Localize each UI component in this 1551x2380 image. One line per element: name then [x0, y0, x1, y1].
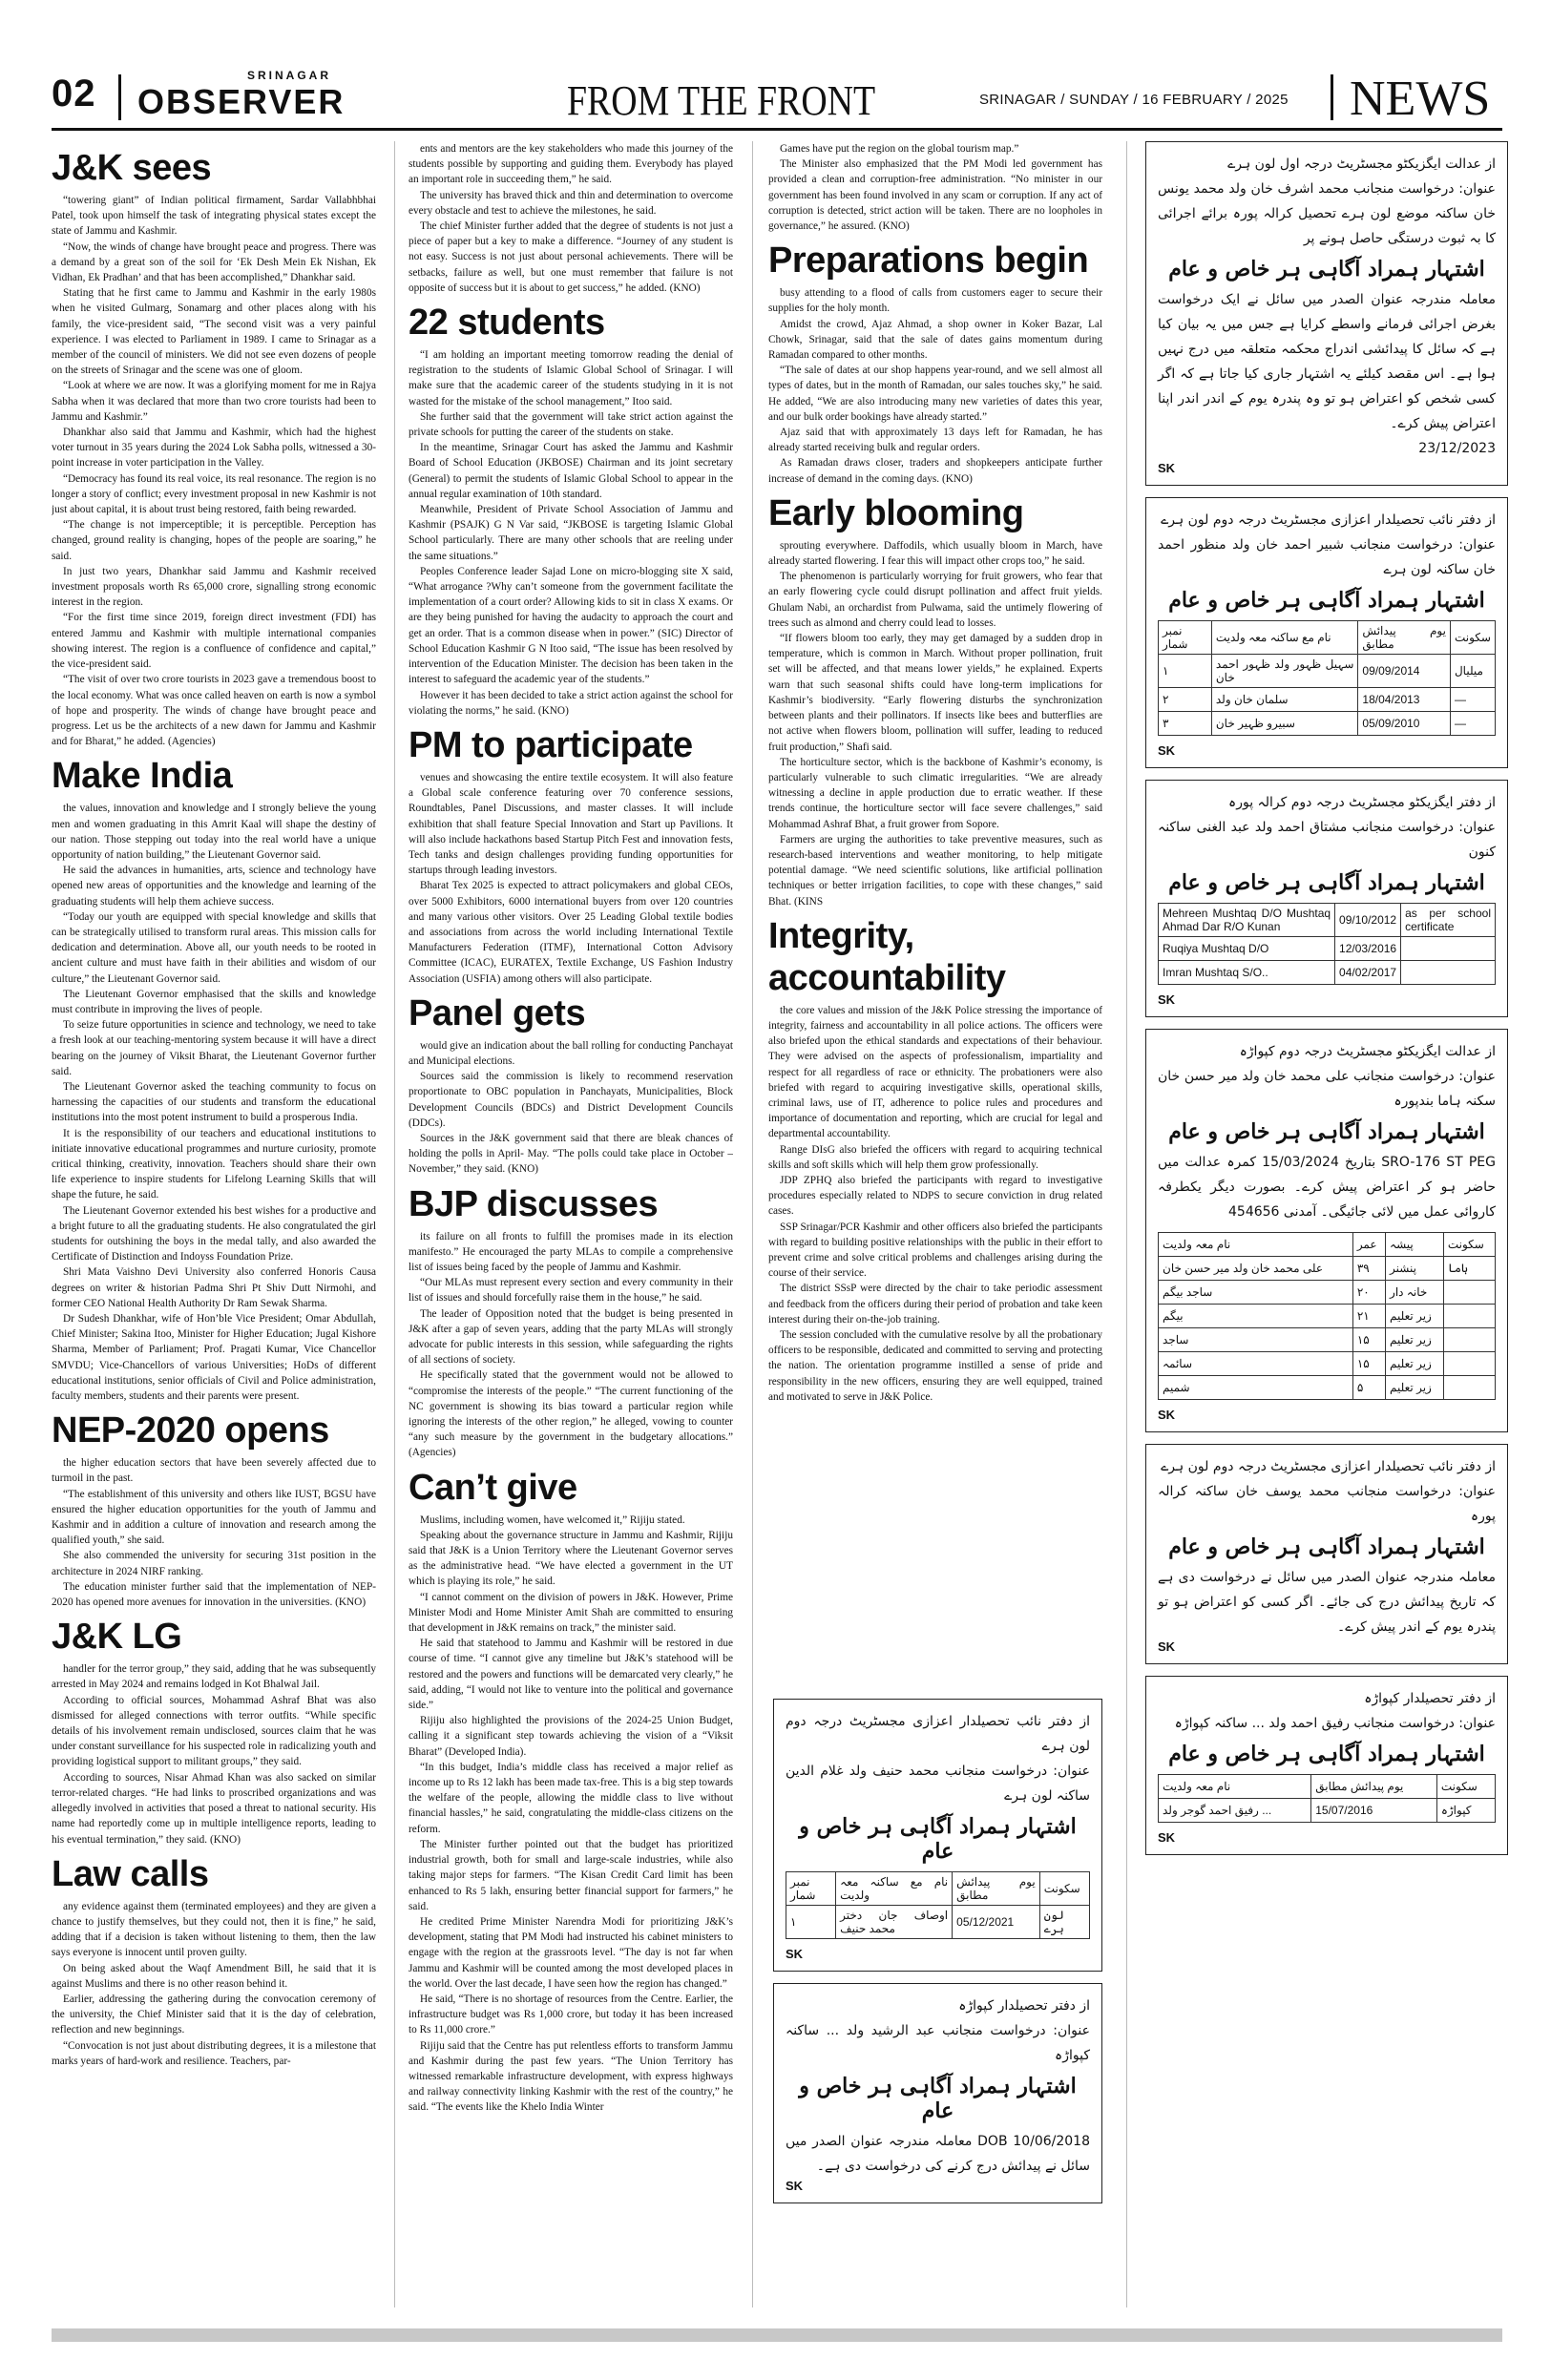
masthead-divider — [1331, 74, 1333, 120]
story-body — [768, 1003, 1102, 1405]
story-paragraph: would give an indication about the ball rolling for conducting Panchayat and Municipal elections. — [409, 1039, 733, 1067]
ad-line: عنوان: درخواست منجانب رفیق احمد ولد ... ساکنہ کپواڑہ — [1174, 1716, 1496, 1731]
ad-signature: SK — [1158, 1408, 1176, 1422]
ad-line: عنوان: درخواست منجانب محمد یوسف خان ساکنہ کرالہ پورہ — [1158, 1484, 1496, 1524]
classified-ad — [1145, 780, 1508, 1017]
story — [52, 1409, 376, 1610]
ad-signature: SK — [786, 1947, 804, 1961]
ad-body: معاملہ مندرجہ عنوان الصدر میں سائل نے درخواست دی ہے کہ تاریخ پیدائش درج کی جائے۔ اگر کسی کو اعتراض ہو تو پندرہ یوم کے اندر پیش کرے۔ — [1158, 1570, 1496, 1635]
story-headline: 22 students — [409, 303, 605, 344]
story — [768, 915, 1102, 1405]
story-paragraph: According to official sources, Mohammad Ashraf Bhat was also dismissed for alleged connections with terror outfits. “While specific details of his involvement remain undisclosed, sources claim that he was under constant surveillance for his suspected role in radicalizing youth and providing logistical support to militant groups,” they said. — [52, 1694, 376, 1768]
story-paragraph: Sources in the J&K government said that there are bleak chances of holding the polls in April- May. “The polls could take place in October –November,” they said. (KNO) — [409, 1132, 733, 1176]
story-paragraph: The district SSsP were directed by the chair to take periodic assessment and feedback from the officers during their period of probation and take keen interest during their on-the-job training. — [768, 1283, 1102, 1326]
story-paragraph: “Our MLAs must represent every section and every community in their list of issues and should forcefully raise them in the house,” he said. — [409, 1277, 733, 1305]
ad-table-cell: اوصاف جان دختر محمد حنیف — [836, 1906, 953, 1939]
story-paragraph: any evidence against them (terminated employees) and they are given a chance to justify themselves, but they could not, then it is fine,” he said, adding that if a decision is taken without listening to them, then the law says everyone is innocent until proven guilty. — [52, 1900, 376, 1959]
story-paragraph: Dhankhar also said that Jammu and Kashmir, which had the highest voter turnout in 35 years during the 2024 Lok Sabha polls, witnessed a 30-point increase in voter participation in the Valley. — [52, 427, 376, 470]
ad-table-cell: Imran Mushtaq S/O.. — [1159, 961, 1335, 985]
ad-table-cell: ۲ — [1159, 688, 1212, 712]
column-rule — [1126, 141, 1127, 2307]
story — [409, 724, 733, 987]
story-paragraph: Dr Sudesh Dhankhar, wife of Hon’ble Vice President; Omar Abdullah, Chief Minister; Sakina Itoo, Minister for Higher Education; Jugal Kishore Sharma, Member of Parliament; Prof. Pragati Kumar, Vice Chancellor SMVDU; Vice-Chancellors of various Universities; HoDs of different educational institutions, senior officials of Civil and Police administration, faculty members, students and their parents were present. — [52, 1313, 376, 1403]
story-paragraph: venues and showcasing the entire textile ecosystem. It will also feature a Global scale conference featuring over 70 conference sessions, Roundtables, Panel Discussions, and master classes. It will include exhibition that shall feature Special Innovation and Start up Pavilions. It will also include hackathons based Startup Pitch Fest and innovation fests, Tech tanks and design challenges providing funding opportunities for startups through leading investors. — [409, 771, 733, 877]
story — [52, 755, 376, 1404]
classified-ad — [773, 1983, 1102, 2203]
ad-line: از دفتر نائب تحصیلدار اعزازی مجسٹریٹ درجہ دوم لون ہرے — [786, 1714, 1090, 1754]
story-paragraph: “The sale of dates at our shop happens year-round, and we sell almost all types of dates, but in the month of Ramadan, our sales touches sky,” he said. He added, “We are also introducing many new varieties of dates this year, and our bulk order bookings have already started.” — [768, 365, 1102, 423]
ad-table-cell — [1401, 937, 1496, 961]
ad-table-cell: ۱ — [786, 1906, 836, 1939]
story-paragraph: handler for the terror group,” they said, adding that he was subsequently arrested in May 2024 and remains lodged in Kot Bhalwal Jail. — [52, 1663, 376, 1691]
story-body — [768, 141, 1102, 234]
ad-signature: SK — [1158, 461, 1176, 475]
ad-table-cell — [1443, 1352, 1495, 1376]
ad-table-header: یوم پیدائش مطابق — [953, 1872, 1040, 1906]
ad-table-header: نمبر شمار — [786, 1872, 836, 1906]
ad-table-cell: ۳ — [1159, 712, 1212, 736]
ad-table-cell: 09/09/2014 — [1358, 655, 1451, 688]
ad-date: 23/12/2023 — [1418, 441, 1496, 456]
story-paragraph: The Minister also emphasized that the PM Modi led government has provided a clean and corruption-free administration. “No minister in our government has been found involved in any scam or corruption. If any act of corruption is detected, strict action will be taken. There are no loopholes in governance,” he assured. (KNO) — [768, 158, 1102, 233]
ad-table-header: نام مع ساکنہ معہ ولدیت — [836, 1872, 953, 1906]
column-1 — [52, 141, 376, 2073]
story — [409, 1183, 733, 1461]
ad-table-cell: 12/03/2016 — [1335, 937, 1401, 961]
ad-line: از عدالت ایگزیکٹو مجسٹریٹ درجہ دوم کپواڑہ — [1239, 1044, 1496, 1059]
story-paragraph: The Lieutenant Governor extended his best wishes for a productive and a bright future to all the graduating students. He also congratulated the girl students for outshining the boys in the medal tally, and also awarded the Certificate of Distinction and Indoyss Foundation Prize. — [52, 1204, 376, 1263]
ad-body: DOB 10/06/2018 معاملہ مندرجہ عنوان الصدر میں سائل نے پیدائش درج کرنے کی درخواست دی ہے۔ — [786, 2134, 1090, 2174]
ad-table-cell: شمیم — [1159, 1376, 1353, 1400]
classified-ad — [1145, 1676, 1508, 1855]
ad-table — [786, 1871, 1090, 1939]
ad-table-cell: ۱۵ — [1352, 1352, 1385, 1376]
story-body — [409, 770, 733, 987]
ad-line: عنوان: درخواست منجانب علی محمد خان ولد میر حسن خان سکنہ ہاما بندپورہ — [1158, 1069, 1496, 1109]
story-paragraph: its failure on all fronts to fulfill the promises made in its election manifesto.” He encouraged the party MLAs to compile a comprehensive list of issues being faced by the people of Jammu and Kashmir. — [409, 1230, 733, 1273]
story-headline: Make India — [52, 756, 233, 797]
story-paragraph: She also commended the university for securing 31st position in the architecture in 2024 NIRF ranking. — [52, 1550, 376, 1577]
ad-table-header: as per school certificate — [1401, 904, 1496, 937]
story-paragraph: “For the first time since 2019, foreign direct investment (FDI) has entered Jammu and Kashmir with multiple international companies showing interest. The region is a confluence of confidence and capital,” the vice-president said. — [52, 612, 376, 671]
story-paragraph: To seize future opportunities in science and technology, we need to take a fresh look at our teaching-mentoring system because it will have a direct bearing on the journey of Viksit Bharat, the Lieutenant Governor further said. — [52, 1019, 376, 1077]
ad-line: عنوان: درخواست منجانب مشتاق احمد ولد عبد الغنی ساکنہ کنون — [1158, 820, 1496, 860]
ad-table-header: سکونت — [1039, 1872, 1089, 1906]
story-paragraph: SSP Srinagar/PCR Kashmir and other officers also briefed the participants with regard to building positive relationships with the public in their effort to prevent crime and solve critical problems and challenges arising during the course of their service. — [768, 1221, 1102, 1280]
ad-table-cell: رفیق احمد گوجر ولد ... — [1159, 1799, 1311, 1823]
story-body — [52, 1455, 376, 1610]
ad-heading: اشتہار ہمراد آگاہی ہر خاص و عام — [1168, 1119, 1485, 1144]
story-body — [768, 538, 1102, 909]
ad-heading: اشتہار ہمراد آگاہی ہر خاص و عام — [799, 1814, 1077, 1864]
ad-signature: SK — [1158, 743, 1176, 758]
story-body — [52, 801, 376, 1404]
story-paragraph: The chief Minister further added that the degree of students is not just a piece of paper but a key to make a difference. “Journey of any student is not easy. Success is not just about personal achievements. There will be setbacks, failure as well, but one must remember that failure is not opposite of success but it is about to get success,” he added. (KNO) — [409, 220, 733, 294]
story-paragraph: “Convocation is not just about distributing degrees, it is a milestone that marks years of hard-work and resilience. Teachers, par- — [52, 2039, 376, 2067]
story-headline: NEP-2020 opens — [52, 1410, 329, 1451]
story-paragraph: Speaking about the governance structure in Jammu and Kashmir, Rijiju said that J&K is a Union Territory where the Lieutenant Governor serves as the administrative head. “We have elected a government in the UT which is playing its role,” he said. — [409, 1529, 733, 1588]
ad-table-header: سکونت — [1443, 1233, 1495, 1257]
ad-body: SRO-176 ST PEG بتاریخ 15/03/2024 کمرہ عدالت میں حاضر ہو کر اعتراض پیش کرے۔ بصورت دیگر یکطرفہ کاروائی عمل میں لائی جائیگی۔ آمدنی 454656 — [1158, 1155, 1496, 1220]
story — [768, 240, 1102, 487]
masthead — [52, 67, 1502, 131]
story-paragraph: the core values and mission of the J&K Police stressing the importance of integrity, fairness and accountability in all police actions. The officers were also briefed upon the ethical standards and expectations of their behaviour. They were advised on the aspects of professionalism, impartiality and respect for all regardless of race or ethnicity. The probationers were also briefed with regard to acquiring investigative skills, operational skills, criminal laws, use of IT, adherence to police rules and procedures and importance of documentation and reporting, which are crucial for legal and departmental accountability. — [768, 1004, 1102, 1140]
ad-table-cell: ہاما — [1443, 1257, 1495, 1281]
ad-line: عنوان: درخواست منجانب عبد الرشید ولد ... ساکنہ کپواڑہ — [786, 2023, 1090, 2063]
classified-ads-middle — [773, 1699, 1102, 2215]
ad-table-header: عمر — [1352, 1233, 1385, 1257]
story — [409, 1467, 733, 2116]
column-rule — [752, 141, 753, 2307]
section-title: FROM THE FRONT — [567, 77, 876, 124]
ad-table-header: نام معہ ولدیت — [1159, 1775, 1311, 1799]
story-paragraph: “The establishment of this university and others like IUST, BGSU have ensured the higher education opportunities for the youth of Jammu and Kashmir and in addition a culture of innovation and research among the qualified youth,” she said. — [52, 1488, 376, 1547]
ad-table-cell: خانہ دار — [1386, 1281, 1444, 1305]
ad-heading: اشتہار ہمراد آگاہی ہر خاص و عام — [1168, 870, 1485, 895]
classified-ad — [1145, 141, 1508, 486]
story-headline: J&K LG — [52, 1617, 182, 1658]
story-paragraph: He specifically stated that the government would not be allowed to “compromise the interests of the people.” “The current functioning of the NC government is showing its bias toward a particular region while ignoring the interests of the other region,” he alleged, vowing to counter “any such measure by the government in the budgetary allocations.” (Agencies) — [409, 1369, 733, 1459]
ad-line: عنوان: درخواست منجانب محمد اشرف خان ولد محمد یونس خان ساکنہ موضع لون ہرے تحصیل کرالہ پورہ برائے اجرائی کا بہ ثبوت درستگی حاصل ہونے پر — [1158, 181, 1496, 246]
ad-table — [1158, 1232, 1496, 1400]
story-paragraph: Sources said the commission is likely to recommend reservation proportionate to OBC population in Panchayats, Municipalities, Block Development Councils (BDCs) and District Development Councils (DDCs). — [409, 1071, 733, 1129]
story-paragraph: Muslims, including women, have welcomed it,” Rijiju stated. — [420, 1514, 685, 1526]
story-paragraph: Games have put the region on the global tourism map.” — [780, 143, 1019, 155]
column-rule — [394, 141, 395, 2307]
story-paragraph: In the meantime, Srinagar Court has asked the Jammu and Kashmir Board of School Education (JKBOSE) Chairman and its joint secretary (General) to permit the students of Islamic Global School to appear in the annual regular examination of 10th standard. — [409, 442, 733, 500]
story-body — [768, 285, 1102, 487]
ad-table-cell: ۳۹ — [1352, 1257, 1385, 1281]
ad-table-cell: لون ہرے — [1039, 1906, 1089, 1939]
ad-table-cell: علی محمد خان ولد میر حسن خان — [1159, 1257, 1353, 1281]
ad-table-cell — [1443, 1305, 1495, 1328]
ad-table-cell: زیر تعلیم — [1386, 1328, 1444, 1352]
story-paragraph: “I cannot comment on the division of powers in J&K. However, Prime Minister Modi and Home Minister Amit Shah are committed to ensuring that development in J&K remains on track,” the minister said. — [409, 1591, 733, 1635]
story-paragraph: the values, innovation and knowledge and I strongly believe the young men and women graduating in this Amrit Kaal will shape the destiny of our nation. Those stepping out today into the real world have a unique opportunity of nation building,” the Lieutenant Governor said. — [52, 803, 376, 861]
classified-ad — [773, 1699, 1102, 1972]
story-paragraph: According to sources, Nisar Ahmad Khan was also sacked on similar terror-related charges. “He had links to proscribed organizations and was allegedly involved in activities that posed a threat to national security. His name had reportedly come up in multiple intelligence reports, leading to his eventual termination,” they said. (KNO) — [52, 1771, 376, 1846]
story-paragraph: The leader of Opposition noted that the budget is being presented in J&K after a gap of seven years, adding that the party MLAs will strongly advocate for public interests in this session, while safeguarding the rights of all sections of society. — [409, 1307, 733, 1367]
story-paragraph: Peoples Conference leader Sajad Lone on micro-blogging site X said, “What arrogance ?Why can’t someone from the government facilitate the implementation of a court order? Allowing kids to sit in class X exams. Or are they being punished for having the audacity to approach the court and get an order. That is a common disease when in power.” (SIC) Director of School Education Kashmir G N Itoo said, “The issue has been resolved by intervention of the Education Minister. The decision has been taken in the interest to safeguard the academic year of the students.” — [409, 565, 733, 686]
story — [52, 1853, 376, 2069]
ad-table-header: یوم پیدائش مطابق — [1358, 621, 1451, 655]
story-paragraph: “Look at where we are now. It was a glorifying moment for me in Rajya Sabha when it was declared that more than two crore tourists had been to Jammu and Kashmir.” — [52, 380, 376, 423]
story-paragraph: “Now, the winds of change have brought peace and progress. There was a demand by a great son of the soil for ‘Ek Desh Mein Ek Nishan, Ek Vidhan, Ek Pradhan’ and that has been accomplished,” Dhankhar said. — [52, 240, 376, 284]
ad-table-cell: ۵ — [1352, 1376, 1385, 1400]
ad-table-cell: سلمان خان ولد — [1211, 688, 1358, 712]
story-headline: Early blooming — [768, 492, 1024, 533]
story-paragraph: It is the responsibility of our teachers and educational institutions to initiate innovative educational programmes and nurture curiosity, promote critical thinking, creativity, innovation. Teachers should share their own life experience to inspire students for Lifelong Learning Skills that will shape the future, he said. — [52, 1127, 376, 1201]
column-2 — [409, 141, 733, 2119]
story-paragraph: “I am holding an important meeting tomorrow reading the denial of registration to the students of Islamic Global School of Srinagar. I will make sure that the academic career of the students studying in it is not wasted for the mistake of the school management,” Itoo said. — [409, 349, 733, 407]
classified-ad — [1145, 497, 1508, 768]
ad-table-cell: زیر تعلیم — [1386, 1305, 1444, 1328]
ad-heading: اشتہار ہمراد آگاہی ہر خاص و عام — [1168, 588, 1485, 613]
masthead-divider — [118, 74, 121, 120]
story-paragraph: “The visit of over two crore tourists in 2023 gave a tremendous boost to the local economy. What was once called heaven on earth is now a symbol of hope and prosperity. The winds of change have brought peace and progress. Let us be the architects of a new dawn for Jammu and Kashmir and for Bharat,” he added. (Agencies) — [52, 674, 376, 748]
ad-line: از دفتر تحصیلدار کپواڑہ — [1364, 1691, 1496, 1706]
story-paragraph: The Minister further pointed out that the budget has prioritized industrial growth, both for small and large-scale industries, while also taking major steps for farmers. “The Kisan Credit Card limit has been enhanced to Rs 5 lakh, ensuring better financial support for farmers,” he said. — [409, 1838, 733, 1912]
story-paragraph: ents and mentors are the key stakeholders who made this journey of the students possible by supporting and guiding them. Everybody has played an important role in succeeding them,” he said. — [409, 143, 733, 186]
story-paragraph: However it has been decided to take a strict action against the school for violating the norms,” he said. (KNO) — [409, 689, 733, 717]
story-paragraph: sprouting everywhere. Daffodils, which usually bloom in March, have already started flowering. I fear this will impact other crops too,” he said. — [768, 539, 1102, 568]
column-3 — [768, 141, 1102, 1697]
ad-table-header: سکونت — [1450, 621, 1495, 655]
story-paragraph: In just two years, Dhankhar said Jammu and Kashmir received investment proposals worth Rs 65,000 crore, signalling strong economic interest in the region. — [52, 565, 376, 609]
ad-table-header: نمبر شمار — [1159, 621, 1212, 655]
story-paragraph: “In this budget, India’s middle class has received a major relief as income up to Rs 12 lakh has been made tax-free. This is a big step towards the welfare of the people, allowing the middle class to live without financial hassles,” he said, congratulating the middle-class citizens on the reform. — [409, 1761, 733, 1835]
story-paragraph: The horticulture sector, which is the backbone of Kashmir’s economy, is particularly vulnerable to such climatic irregularities. “We are already witnessing a decline in apple production due to erratic weather. If these trends continue, the horticulture sector will face severe challenges,” said Mohammad Ashraf Bhat, a fruit grower from Sopore. — [768, 756, 1102, 830]
ad-table-cell: 15/07/2016 — [1311, 1799, 1437, 1823]
ad-heading: اشتہار ہمراد آگاہی ہر خاص و عام — [1168, 1742, 1485, 1766]
story — [768, 141, 1102, 234]
story-paragraph: Bharat Tex 2025 is expected to attract policymakers and global CEOs, over 5000 Exhibitors, 6000 international buyers from over 120 countries and many various other visitors. Over 25 Leading Global textile bodies and associations from across the world including International Textile Manufacturers Federation (ITMF), International Cotton Advisory Committee (ICAC), EURATEX, Textile Exchange, US Fashion Industry Association (USFIA) among others will also participate. — [409, 880, 733, 985]
ad-table-cell: 18/04/2013 — [1358, 688, 1451, 712]
story-body — [409, 1038, 733, 1178]
story-headline: Panel gets — [409, 992, 586, 1033]
ad-signature: SK — [1158, 1830, 1176, 1845]
story-paragraph: The university has braved thick and thin and determination to overcome every obstacle and test to achieve the milestones, he said. — [409, 189, 733, 217]
story — [768, 492, 1102, 909]
story — [52, 1616, 376, 1847]
page-number: 02 — [52, 73, 96, 115]
story-body — [409, 347, 733, 719]
story-paragraph: She further said that the government will take strict action against the private schools for putting the career of the students on stake. — [409, 410, 733, 439]
story-headline: J&K sees — [52, 148, 212, 188]
classified-ad — [1145, 1029, 1508, 1432]
classified-ads — [1145, 141, 1508, 1867]
ad-table-header: 09/10/2012 — [1335, 904, 1401, 937]
brand-subtitle: SRINAGAR — [247, 69, 332, 82]
story-headline: Law calls — [52, 1853, 209, 1894]
ad-table-cell — [1443, 1328, 1495, 1352]
ad-line: عنوان: درخواست منجانب محمد حنیف ولد غلام الدین ساکنہ لون ہرے — [786, 1764, 1090, 1804]
ad-table-cell: سبیرو ظہیر خان — [1211, 712, 1358, 736]
story-headline: Can’t give — [409, 1467, 577, 1508]
story-paragraph: “Today our youth are equipped with special knowledge and skills that can be strategically utilised to transform rural areas. This mission calls for dedication and determination. Above all, our youth needs to be rooted in ancient culture and must have faith in their abilities and wisdom of our culture,” the Lieutenant Governor said. — [52, 910, 376, 985]
story-body — [409, 1229, 733, 1461]
ad-table — [1158, 620, 1496, 736]
ad-line: عنوان: درخواست منجانب شبیر احمد خان ولد منظور احمد خان ساکنہ لون ہرے — [1158, 537, 1496, 577]
ad-table-cell: بیگم — [1159, 1305, 1353, 1328]
ad-table-header: سکونت — [1436, 1775, 1495, 1799]
ad-table-cell: پنشنر — [1386, 1257, 1444, 1281]
story-body — [409, 1513, 733, 2116]
ad-signature: SK — [1158, 1639, 1176, 1654]
story-headline: Preparations begin — [768, 240, 1089, 282]
story-paragraph: “Democracy has found its real voice, its real resonance. The region is no longer a story of conflict; every investment proposal in new Kashmir is not just about capital, it is about trust being restored, faith being rewarded. — [52, 472, 376, 516]
story-paragraph: The phenomenon is particularly worrying for fruit growers, who fear that an early flowering cycle could disrupt pollination and affect fruit yields. Ghulam Nabi, an orchardist from Pulwama, said the untimely flowering of trees such as almond and cherry could lead to losses. — [768, 571, 1102, 629]
ad-table-cell: سہیل ظہور ولد ظہور احمد خان — [1211, 655, 1358, 688]
ad-table-header: یوم پیدائش مطابق — [1311, 1775, 1437, 1799]
ad-table-cell: زیر تعلیم — [1386, 1352, 1444, 1376]
story-paragraph: Earlier, addressing the gathering during the convocation ceremony of the university, the Chief Minister said that it is the day of celebration, reflection and new beginnings. — [52, 1993, 376, 2036]
story-paragraph: Shri Mata Vaishno Devi University also conferred Honoris Causa degrees on writer & historian Padma Shri Pt Shiv Dutt Nirmohi, and former CEO National Health Authority Dr Ram Sewak Sharma. — [52, 1266, 376, 1309]
ad-table-cell: ۲۱ — [1352, 1305, 1385, 1328]
ad-line: از دفتر ایگزیکٹو مجسٹریٹ درجہ دوم کرالہ پورہ — [1228, 795, 1496, 810]
brand-logo: OBSERVER — [137, 82, 346, 121]
story-paragraph: “towering giant” of Indian political firmament, Sardar Vallabhbhai Patel, took upon himself the task of integrating physical states except the state of Jammu and Kashmir. — [52, 195, 376, 238]
category-label: NEWS — [1350, 72, 1491, 126]
ad-signature: SK — [786, 2179, 804, 2193]
ad-signature: SK — [1158, 992, 1176, 1007]
footer-bar — [52, 2328, 1502, 2342]
story-paragraph: busy attending to a flood of calls from customers eager to secure their supplies for the holy month. — [768, 287, 1102, 315]
ad-heading: اشتہار ہمراد آگاہی ہر خاص و عام — [1168, 257, 1485, 282]
ad-table-header: Mehreen Mushtaq D/O Mushtaq Ahmad Dar R/O Kunan — [1159, 904, 1335, 937]
story-headline: BJP discusses — [409, 1183, 659, 1224]
story — [52, 147, 376, 749]
ad-line: از عدالت ایگزیکٹو مجسٹریٹ درجہ اول لون ہرے — [1227, 157, 1496, 172]
story-paragraph: Amidst the crowd, Ajaz Ahmad, a shop owner in Koker Bazar, Lal Chowk, Srinagar, said that the sale of dates gains momentum during Ramadan compared to other months. — [768, 318, 1102, 362]
story-paragraph: He credited Prime Minister Narendra Modi for prioritizing J&K’s development, stating that PM Modi had instructed his cabinet ministers to engage with the region at the grassroots level. “The day is not far when Jammu and Kashmir will be counted among the most developed places in the world. Over the last decade, I have seen how the region has changed.” — [409, 1915, 733, 1990]
story-body — [52, 1899, 376, 2069]
ad-table-cell: — — [1450, 712, 1495, 736]
ad-table-cell: 05/12/2021 — [953, 1906, 1040, 1939]
ad-table-header: نام معہ ولدیت — [1159, 1233, 1353, 1257]
ad-table-cell: ۱۵ — [1352, 1328, 1385, 1352]
story-paragraph: Meanwhile, President of Private School Association of Jammu and Kashmir (PSAJK) G N Var said, “JKBOSE is targeting Islamic Global School particularly. There are many other schools that are reeling under the same situations.” — [409, 504, 733, 562]
story-paragraph: Stating that he first came to Jammu and Kashmir in the early 1980s when he visited Gulmarg, Sonamarg and other places along with his family, the vice-president said, “The second visit was a very painful experience. I was elected to Parliament in 1989. I came to Srinagar as a member of the council of ministers. We did not see even dozens of people on the streets of Srinagar and the scene was one of gloom. — [52, 287, 376, 377]
story — [409, 302, 733, 719]
dateline: SRINAGAR / SUNDAY / 16 FEBRUARY / 2025 — [979, 92, 1289, 108]
ad-table-cell — [1443, 1376, 1495, 1400]
story-paragraph: JDP ZPHQ also briefed the participants with regard to investigative procedures especially related to NDPS to secure conviction in drug related cases. — [768, 1174, 1102, 1218]
ad-table-cell: ساجد بیگم — [1159, 1281, 1353, 1305]
story-paragraph: The Lieutenant Governor asked the teaching community to focus on harnessing the capacities of our students and transform the educational institutions into the most potent instrument to build a prosperous India. — [52, 1080, 376, 1124]
ad-table-header: نام مع ساکنہ معہ ولدیت — [1211, 621, 1358, 655]
ad-body: معاملہ مندرجہ عنوان الصدر میں سائل نے ایک درخواست بغرض اجرائی فرمانے واسطے کرایا ہے جس میں یہ بیان کیا ہے کہ سائل کا پیدائشی اندراج محکمہ متعلقہ میں درج نہیں ہوا ہے۔ اس مقصد کیلئے یہ اشتہار جاری کیا جاتا ہے کہ اگر کسی شخص کو اعتراض ہو تو وہ پندرہ یوم کے اندر اندر اپنا اعتراض پیش کرے۔ — [1158, 292, 1496, 431]
ad-table-cell: — — [1450, 688, 1495, 712]
ad-table-cell: ۲۰ — [1352, 1281, 1385, 1305]
story-paragraph: Rijiju also highlighted the provisions of the 2024-25 Union Budget, calling it a significant step towards achieving the vision of a “Viksit Bharat” (Developed India). — [409, 1715, 733, 1758]
story — [409, 141, 733, 296]
ad-heading: اشتہار ہمراد آگاہی ہر خاص و عام — [1168, 1534, 1485, 1559]
ad-table — [1158, 903, 1496, 985]
ad-table-cell: ساجد — [1159, 1328, 1353, 1352]
ad-table-cell: Ruqiya Mushtaq D/O — [1159, 937, 1335, 961]
story-paragraph: The education minister further said that the implementation of NEP-2020 has opened more avenues for innovation in the universities. (KNO) — [52, 1580, 376, 1609]
ad-line: از دفتر تحصیلدار کپواڑہ — [958, 1998, 1090, 2014]
story-paragraph: Range DIsG also briefed the officers with regard to acquiring technical skills and soft skills which will help them grow professionally. — [768, 1143, 1102, 1171]
ad-table-cell: کپواڑہ — [1436, 1799, 1495, 1823]
ad-table-cell — [1443, 1281, 1495, 1305]
ad-table-cell: ۱ — [1159, 655, 1212, 688]
ad-table-cell: زیر تعلیم — [1386, 1376, 1444, 1400]
story-paragraph: He said the advances in humanities, arts, science and technology have opened new areas of opportunities and the knowledge and learning of the graduating students will help them achieve success. — [52, 865, 376, 908]
ad-table-cell: 05/09/2010 — [1358, 712, 1451, 736]
story-paragraph: Rijiju said that the Centre has put relentless efforts to transform Jammu and Kashmir during the past few years. “The Union Territory has witnessed remarkable infrastructure development, with express highways and railway connectivity linking Kashmir with the rest of the country,” he said. “The events like the Khelo India Winter — [409, 2039, 733, 2114]
ad-table-cell — [1401, 961, 1496, 985]
story-paragraph: the higher education sectors that have been severely affected due to turmoil in the past. — [52, 1457, 376, 1485]
story-paragraph: On being asked about the Waqf Amendment Bill, he said that it is against Muslims and there is no other reason behind it. — [52, 1962, 376, 1990]
story — [409, 992, 733, 1178]
ad-line: از دفتر نائب تحصیلدار اعزازی مجسٹریٹ درجہ دوم لون ہرے — [1161, 1459, 1496, 1474]
story-body — [52, 1661, 376, 1847]
ad-table-cell: میلیال — [1450, 655, 1495, 688]
story-paragraph: He said, “There is no shortage of resources from the Centre. Earlier, the infrastructure budget was Rs 1,000 crore, but today it has been increased to Rs 11,000 crore.” — [409, 1993, 733, 2036]
ad-heading: اشتہار ہمراد آگاہی ہر خاص و عام — [799, 2074, 1077, 2123]
story-body — [52, 193, 376, 749]
ad-table-cell: 04/02/2017 — [1335, 961, 1401, 985]
story-paragraph: Farmers are urging the authorities to take preventive measures, such as research-based interventions and weather monitoring, to help mitigate potential damage. “We need scientific solutions, like artificial pollination techniques or better irrigation facilities, to cope with these changes,” said Bhat. (KINS — [768, 833, 1102, 908]
story-headline: Integrity, accountability — [768, 915, 1006, 998]
story-paragraph: The Lieutenant Governor emphasised that the skills and knowledge must contribute in improving the lives of people. — [52, 988, 376, 1015]
classified-ad — [1145, 1444, 1508, 1664]
story-body — [409, 141, 733, 296]
ad-table-cell: سائمہ — [1159, 1352, 1353, 1376]
story-paragraph: “If flowers bloom too early, they may get damaged by a sudden drop in temperature, which is common in March. Without proper pollination, fruit set will be affected, and that means lower yields,” he explained. Experts warn that such seasonal shifts could have long-term implications for Kashmir’s biodiversity. “Early flowering disturbs the synchronization between plants and their pollinators. If insects like bees and butterflies are not active when flowers bloom, pollination will suffer, leading to reduced fruit production,” Shafi said. — [768, 633, 1102, 753]
ad-table-header: پیشہ — [1386, 1233, 1444, 1257]
story-paragraph: “The change is not imperceptible; it is perceptible. Perception has changed, ground reality is changing, hopes of the people are soaring,” he said. — [52, 519, 376, 562]
ad-table — [1158, 1774, 1496, 1823]
story-paragraph: Ajaz said that with approximately 13 days left for Ramadan, he has already started receiving bulk and regular orders. — [768, 427, 1102, 454]
ad-line: از دفتر نائب تحصیلدار اعزازی مجسٹریٹ درجہ دوم لون ہرے — [1161, 512, 1496, 528]
story-paragraph: The session concluded with the cumulative resolve by all the probationary officers to be responsible, dedicated and committed to serving and protecting the nation. The orientation programme instilled a sense of pride and responsibility in the new officers, ensuring they are well equipped, trained and motivated to serve in J&K Police. — [768, 1329, 1102, 1403]
story-paragraph: As Ramadan draws closer, traders and shopkeepers anticipate further increase of demand in the coming days. (KNO) — [768, 457, 1102, 485]
story-headline: PM to participate — [409, 724, 693, 765]
story-paragraph: He said that statehood to Jammu and Kashmir will be restored in due course of time. “I cannot give any timeline but J&K’s statehood will be restored and the powers and functions will be demarcated very clearly,” he said, adding, “I would not like to venture into the political and governance side.” — [409, 1638, 733, 1712]
